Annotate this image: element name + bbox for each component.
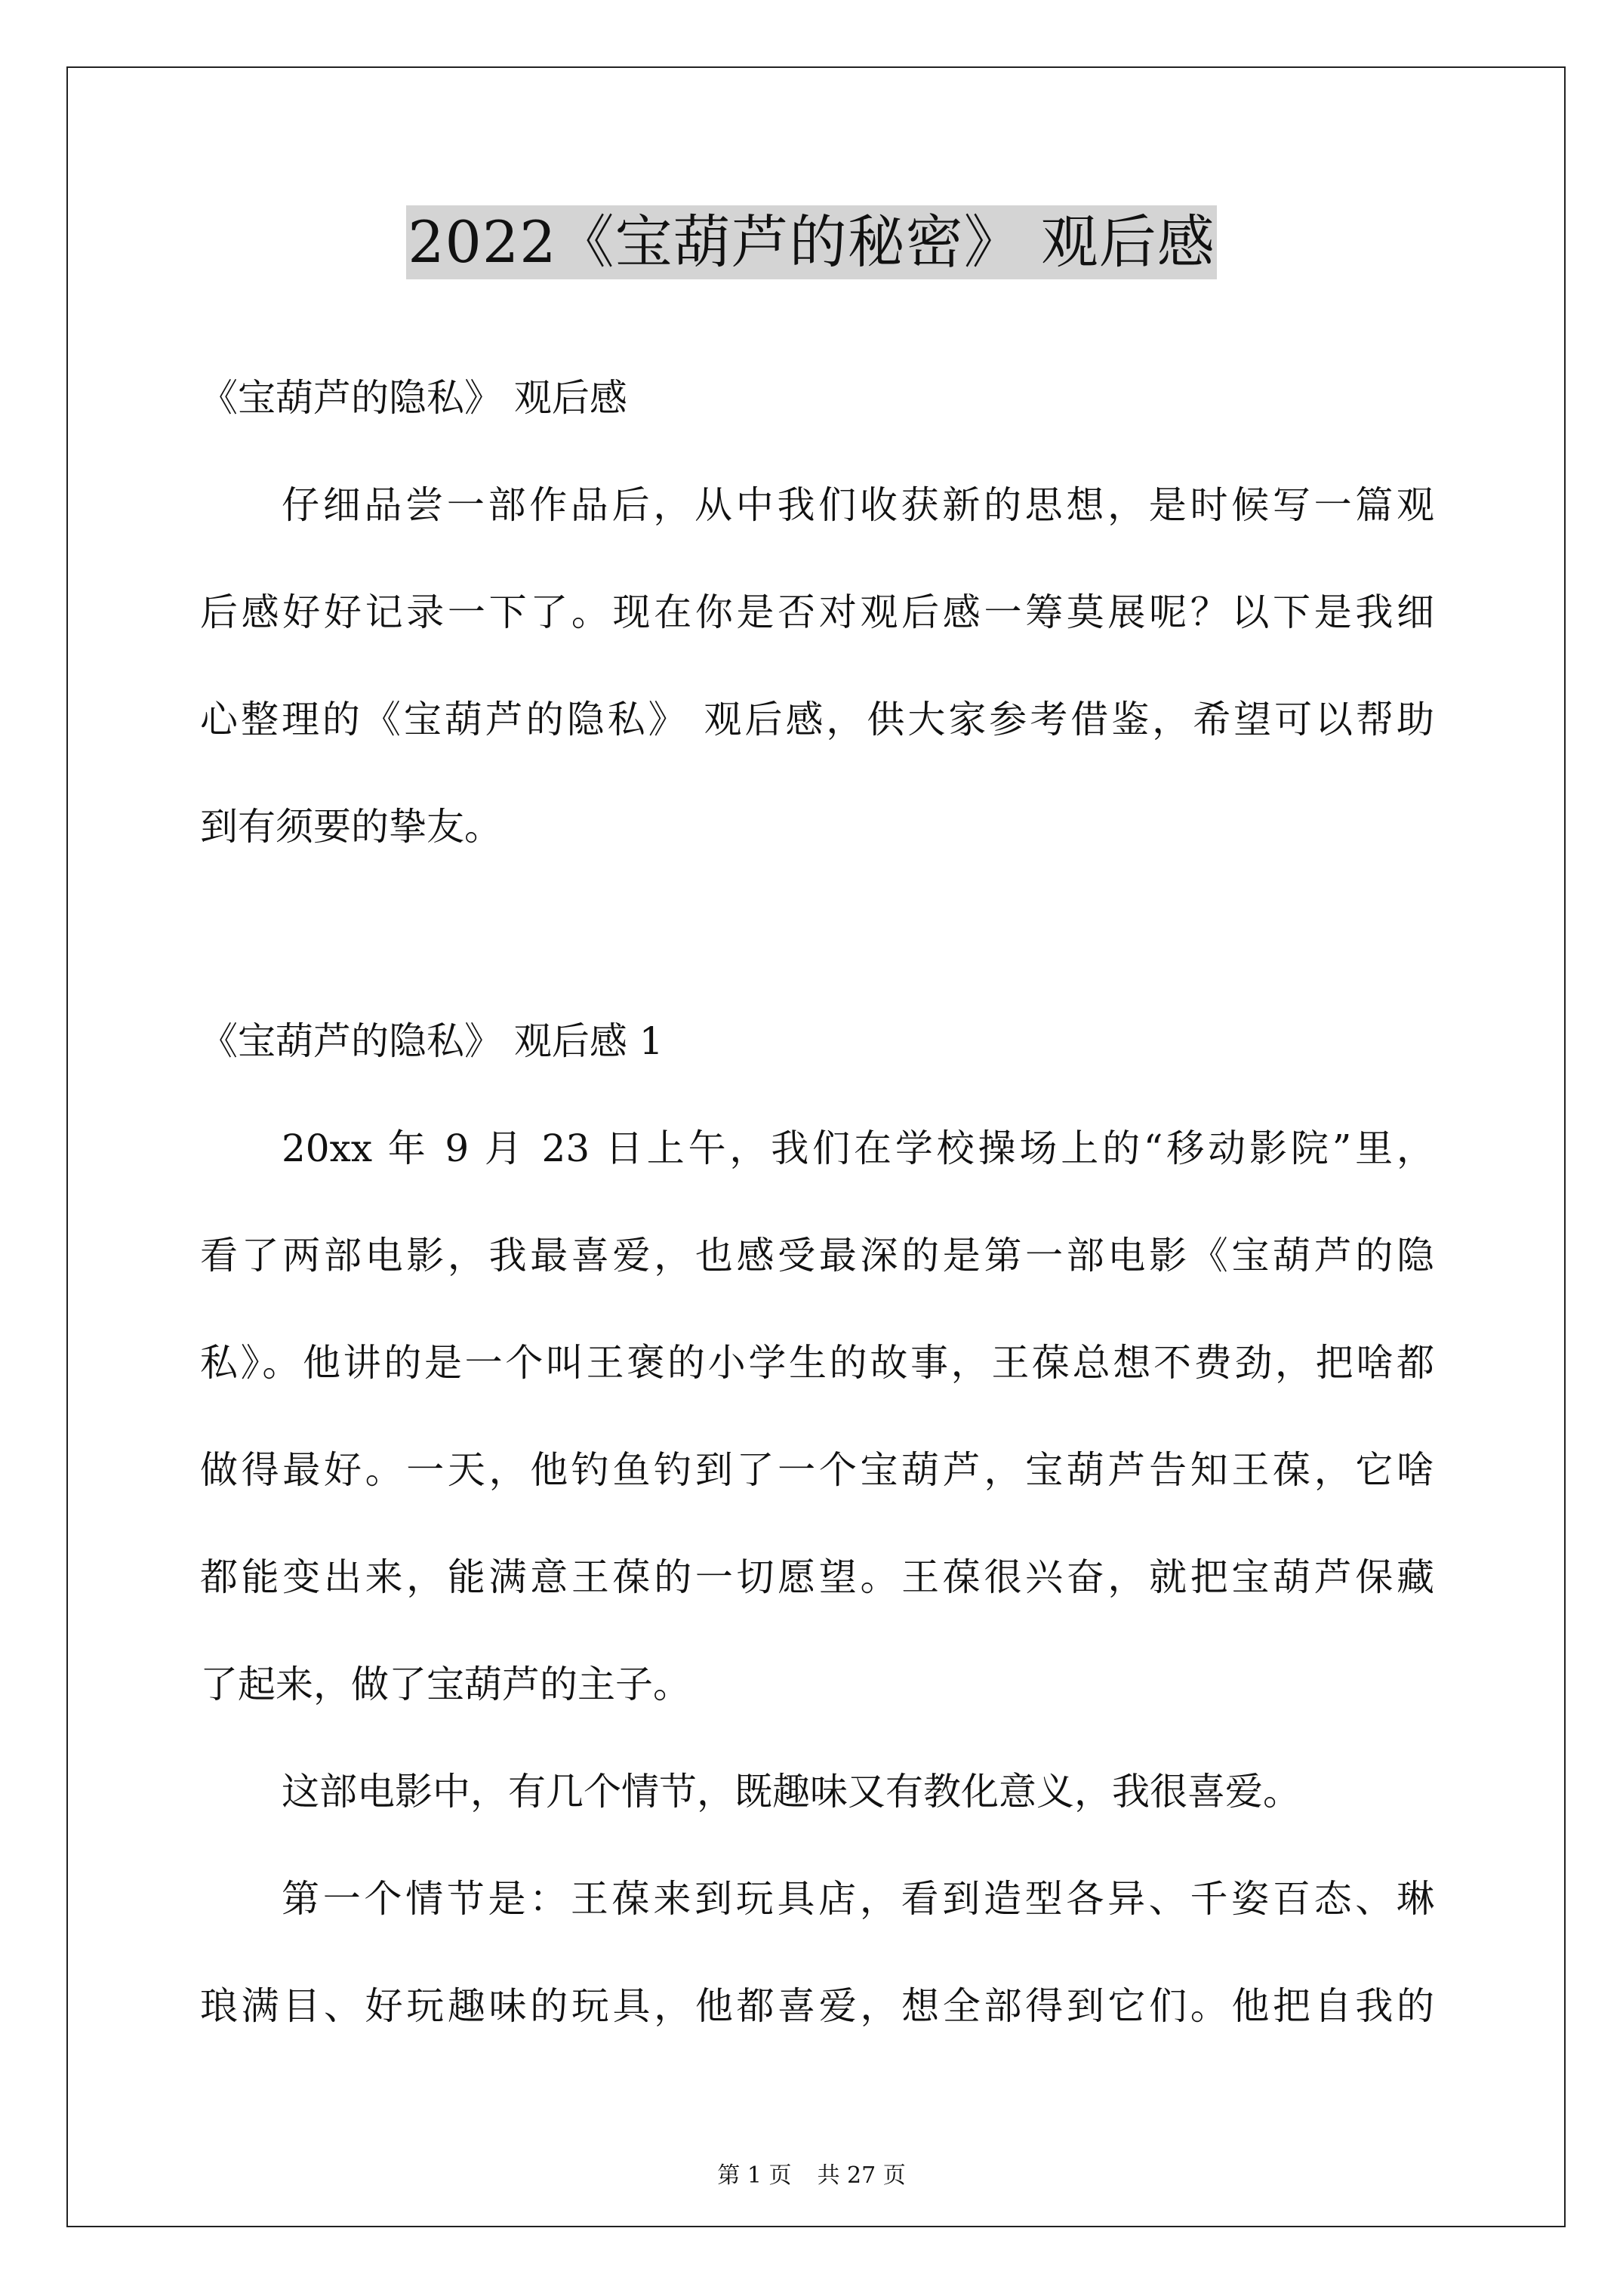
blank-line bbox=[200, 880, 1434, 988]
page-footer bbox=[0, 2161, 1623, 2191]
document-body bbox=[200, 344, 1434, 2060]
paragraph-line: 心整理的《宝葫芦的隐私》 观后感，供大家参考借鉴，希望可以帮助 bbox=[200, 698, 1434, 741]
paragraph-line: 看了两部电影，我最喜爱，也感受最深的是第一部电影《宝葫芦的隐 bbox=[200, 1234, 1434, 1277]
paragraph-line: 做得最好。一天，他钓鱼钓到了一个宝葫芦，宝葫芦告知王葆，它啥 bbox=[200, 1448, 1434, 1492]
paragraph-line: 了起来，做了宝葫芦的主子。 bbox=[200, 1663, 691, 1706]
section-heading: 《宝葫芦的隐私》 观后感 bbox=[200, 376, 627, 420]
paragraph-line: 仔细品尝一部作品后，从中我们收获新的思想，是时候写一篇观 bbox=[282, 483, 1434, 527]
paragraph-line: 琅满目、好玩趣味的玩具，他都喜爱，想全部得到它们。他把自我的 bbox=[200, 1984, 1434, 2028]
page-number: 第 1 页 bbox=[717, 2162, 792, 2189]
paragraph-line: 后感好好记录一下了。现在你是否对观后感一筹莫展呢？以下是我细 bbox=[200, 590, 1434, 634]
title-container bbox=[0, 205, 1623, 279]
paragraph-line: 20xx 年 9 月 23 日上午，我们在学校操场上的“移动影院”里， bbox=[282, 1126, 1434, 1170]
paragraph-line: 到有须要的挚友。 bbox=[200, 805, 502, 849]
paragraph-line: 都能变出来，能满意王葆的一切愿望。王葆很兴奋，就把宝葫芦保藏 bbox=[200, 1555, 1434, 1599]
document-title: 2022《宝葫芦的秘密》 观后感 bbox=[406, 205, 1217, 279]
paragraph-line: 第一个情节是：王葆来到玩具店，看到造型各异、千姿百态、琳 bbox=[282, 1877, 1434, 1921]
page-total: 共 27 页 bbox=[817, 2162, 906, 2189]
paragraph-line: 私》。他讲的是一个叫王褒的小学生的故事，王葆总想不费劲，把啥都 bbox=[200, 1341, 1434, 1385]
section-heading: 《宝葫芦的隐私》 观后感 1 bbox=[200, 1019, 664, 1063]
paragraph-line: 这部电影中，有几个情节，既趣味又有教化意义，我很喜爱。 bbox=[282, 1770, 1301, 1814]
